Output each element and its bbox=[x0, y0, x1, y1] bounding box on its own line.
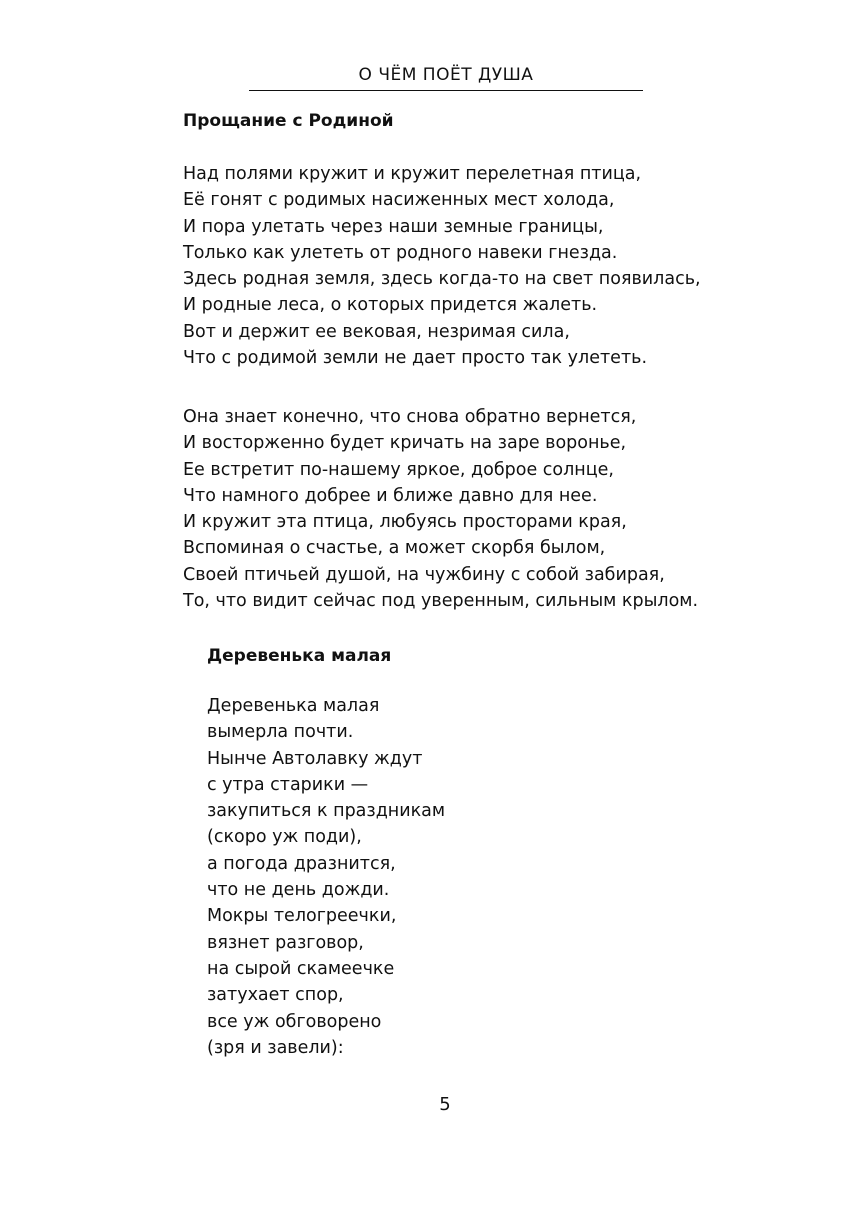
poem-line: Здесь родная земля, здесь когда-то на свет появилась, bbox=[183, 269, 701, 290]
poem-line: (скоро уж поди), bbox=[207, 827, 362, 848]
poem-line: Вспоминая о счастье, а может скорбя былом, bbox=[183, 538, 606, 559]
poem-line: Что с родимой земли не дает просто так улететь. bbox=[183, 348, 648, 369]
poem-line: Мокры телогреечки, bbox=[207, 906, 397, 927]
poem-line: что не день дожди. bbox=[207, 880, 390, 901]
poem-line: затухает спор, bbox=[207, 985, 344, 1006]
poem-line: И кружит эта птица, любуясь просторами края, bbox=[183, 512, 627, 533]
poem-line: Деревенька малая bbox=[207, 696, 380, 716]
poem-line: И родные леса, о которых придется жалеть. bbox=[183, 295, 598, 316]
poem-line: Над полями кружит и кружит перелетная птица, bbox=[183, 164, 642, 184]
stanza bbox=[207, 693, 445, 1061]
poem-line: Нынче Автолавку ждут bbox=[207, 748, 423, 769]
page-number: 5 bbox=[439, 1094, 451, 1115]
poem-line: (зря и завели): bbox=[207, 1037, 344, 1058]
stanza bbox=[183, 161, 701, 371]
running-header: О ЧЁМ ПОЁТ ДУША bbox=[358, 65, 534, 85]
poem-line: Своей птичьей душой, на чужбину с собой забирая, bbox=[183, 564, 665, 585]
poem-line: все уж обговорено bbox=[207, 1011, 382, 1032]
poem-line: вязнет разговор, bbox=[207, 932, 364, 953]
poem-line: на сырой скамеечке bbox=[207, 958, 395, 979]
poem-line: Только как улететь от родного навеки гнезда. bbox=[183, 242, 618, 263]
poem-line: И пора улетать через наши земные границы, bbox=[183, 216, 604, 237]
poem-title: Деревенька малая bbox=[207, 646, 392, 666]
poem-line: Она знает конечно, что снова обратно вернется, bbox=[183, 407, 637, 427]
poem-line: вымерла почти. bbox=[207, 722, 354, 743]
poem-line: Вот и держит ее вековая, незримая сила, bbox=[183, 321, 570, 342]
poem-line: закупиться к праздникам bbox=[207, 801, 446, 822]
poem-line: а погода дразнится, bbox=[207, 853, 396, 874]
poem-line: Ее встретит по-нашему яркое, доброе солнце, bbox=[183, 459, 614, 480]
header-divider bbox=[249, 90, 643, 91]
poem-title: Прощание с Родиной bbox=[183, 111, 394, 131]
stanza bbox=[183, 404, 698, 614]
poem-line: с утра старики — bbox=[207, 774, 369, 795]
poem-line: То, что видит сейчас под уверенным, сильным крылом. bbox=[183, 591, 699, 612]
poem-line: Её гонят с родимых насиженных мест холода, bbox=[183, 190, 615, 211]
poem-line: И восторженно будет кричать на заре воронье, bbox=[183, 433, 627, 454]
poem-line: Что намного добрее и ближе давно для нее. bbox=[183, 485, 598, 506]
